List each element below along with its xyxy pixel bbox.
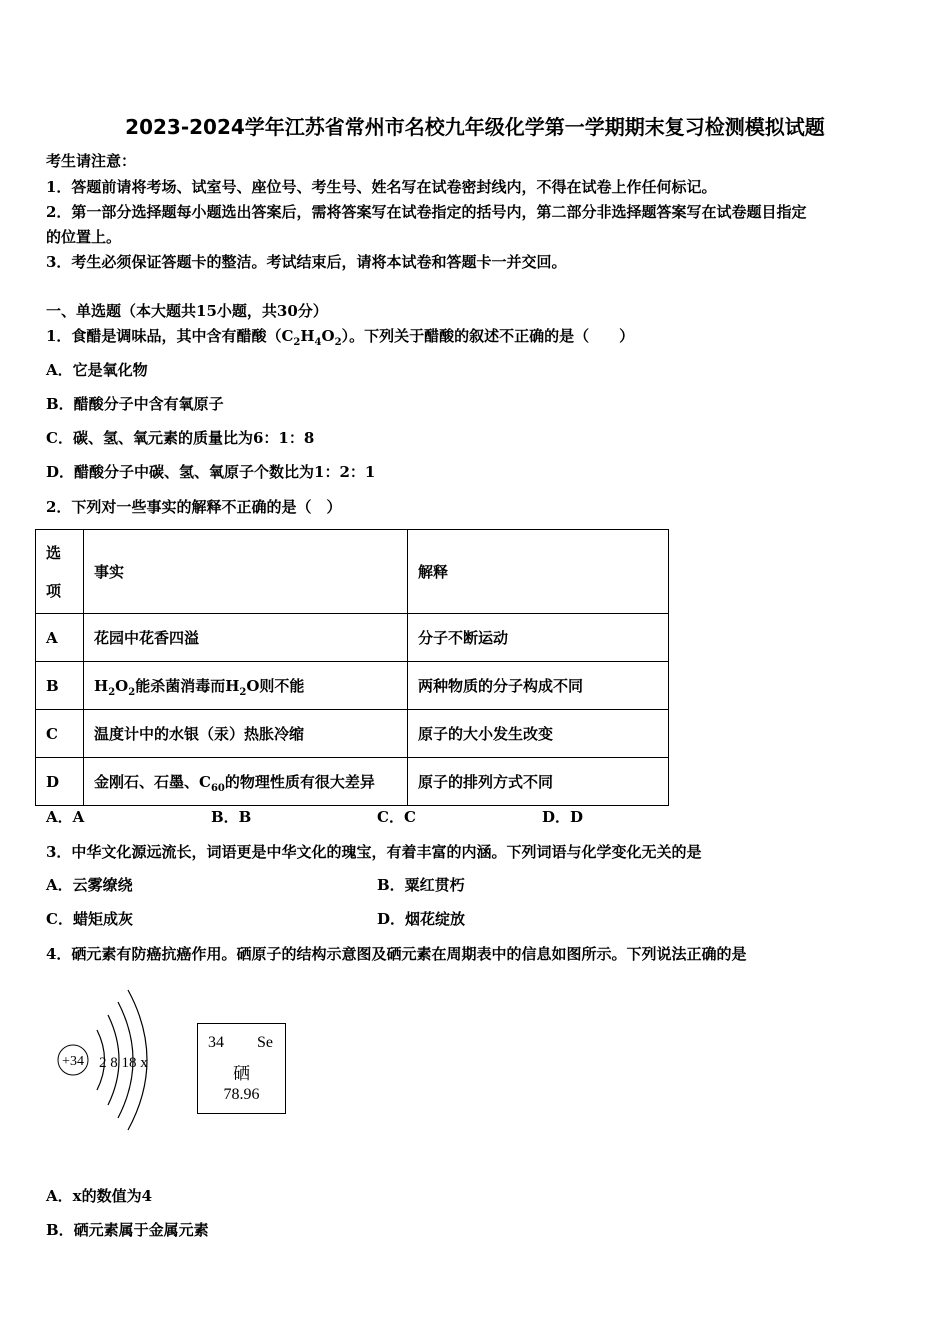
question-1-option: A．它是氧化物 — [46, 361, 148, 379]
notice-item: 2．第一部分选择题每小题选出答案后，需将答案写在试卷指定的括号内，第二部分非选择题答案写在试卷题目指定 — [46, 203, 807, 221]
header-explain: 解释 — [408, 530, 669, 614]
question-3-option: B．粟红贯朽 — [377, 876, 465, 894]
question-1-option: D．醋酸分子中碳、氢、氧原子个数比为1：2：1 — [46, 463, 376, 481]
question-2-choice: A．A — [46, 808, 85, 826]
atomic-mass: 78.96 — [223, 1086, 260, 1103]
row-option: A — [36, 614, 84, 662]
notice-item: 的位置上。 — [46, 228, 122, 246]
row-fact: $H_2O_2$能杀菌消毒而$H_2O$则不能 — [84, 662, 408, 710]
row-explain: 原子的排列方式不同 — [408, 758, 669, 806]
row-explain: 两种物质的分子构成不同 — [408, 662, 669, 710]
table-row — [36, 710, 669, 758]
electron-counts: 2 8 18 x — [99, 1055, 148, 1071]
row-option: C — [36, 710, 84, 758]
question-4-stem: 4．硒元素有防癌抗癌作用。硒原子的结构示意图及硒元素在周期表中的信息如图所示。下列说法正确的是 — [46, 945, 747, 963]
question-2-stem: 2．下列对一些事实的解释不正确的是（ ） — [46, 498, 342, 516]
row-option: D — [36, 758, 84, 806]
question-3-option: A．云雾缭绕 — [46, 876, 133, 894]
row-fact: 温度计中的水银（汞）热胀冷缩 — [84, 710, 408, 758]
question-3-option: C．蜡矩成灰 — [46, 910, 133, 928]
row-fact: 花园中花香四溢 — [84, 614, 408, 662]
question-1-stem: 1．食醋是调味品，其中含有醋酸$(C_2H_4O_2)$。下列关于醋酸的叙述不正确的是（ ） — [46, 327, 635, 348]
question-1-option: C．碳、氢、氧元素的质量比为6：1：8 — [46, 429, 315, 447]
notice-heading: 考生请注意： — [46, 152, 137, 170]
question-2-choice: C．C — [377, 808, 416, 826]
notice-item: 3．考生必须保证答题卡的整洁。考试结束后，请将本试卷和答题卡一并交回。 — [46, 253, 567, 271]
question-2-choice: D．D — [542, 808, 584, 826]
element-name: 硒 — [233, 1064, 250, 1083]
table-header-row — [36, 530, 669, 614]
page-title: 2023-2024学年江苏省常州市名校九年级化学第一学期期末复习检测模拟试题 — [125, 115, 825, 139]
periodic-table-cell — [197, 1023, 286, 1114]
row-explain: 分子不断运动 — [408, 614, 669, 662]
table-row — [36, 662, 669, 710]
atom-structure-diagram — [50, 985, 170, 1135]
row-explain: 原子的大小发生改变 — [408, 710, 669, 758]
question-3-option: D．烟花绽放 — [377, 910, 466, 928]
question-4-option: B．硒元素属于金属元素 — [46, 1221, 209, 1239]
question-2-choice: B．B — [211, 808, 252, 826]
header-option: 选 项 — [36, 530, 84, 614]
question-1-option: B．醋酸分子中含有氧原子 — [46, 395, 224, 413]
table-row — [36, 614, 669, 662]
question-3-stem: 3．中华文化源远流长，词语更是中华文化的瑰宝，有着丰富的内涵。下列词语与化学变化无关的是 — [46, 843, 702, 861]
section-heading: 一、单选题（本大题共15小题，共30分） — [46, 302, 328, 320]
row-option: B — [36, 662, 84, 710]
element-symbol: Se — [257, 1034, 273, 1051]
nucleus-charge: +34 — [62, 1054, 84, 1069]
row-fact: 金刚石、石墨、$C_{60}$的物理性质有很大差异 — [84, 758, 408, 806]
notice-item: 1．答题前请将考场、试室号、座位号、考生号、姓名写在试卷密封线内，不得在试卷上作任何标记。 — [46, 178, 717, 196]
header-fact: 事实 — [84, 530, 408, 614]
table-row — [36, 758, 669, 806]
question-4-option: A．x的数值为4 — [46, 1187, 153, 1205]
question-2-table — [35, 529, 669, 806]
atomic-number: 34 — [208, 1034, 224, 1051]
